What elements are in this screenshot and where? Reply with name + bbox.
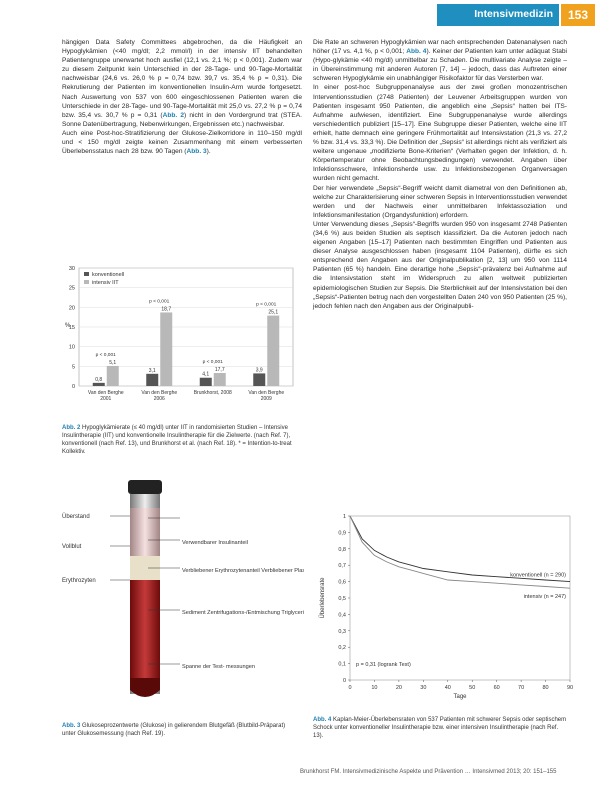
figure-4-caption-text: Kaplan-Meier-Überlebensraten von 537 Patienten mit schwerer Sepsis oder septischem Schock unter konventioneller Insulintherapie bzw. einer intensiven Insulintherapie (nach Ref. 13). xyxy=(313,717,567,739)
x-tick-label: 50 xyxy=(469,685,476,691)
y-axis-label: Überlebensrate xyxy=(320,577,326,619)
tube-label-right-4: Spanne der Test- messungen xyxy=(182,664,255,670)
legend-swatch-intensiv xyxy=(84,280,89,284)
left-text-2: ) nicht in den Vordergrund trat (STEA. Sonne Datenübertragung, Nebenwirkungen, Ergebnissen etc.) nachweisbar. xyxy=(62,111,302,128)
x-tick-label-line2: 2006 xyxy=(153,396,165,402)
figure-2-caption-text: Hypoglykämierate (≤ 40 mg/dl) unter IIT in randomisierten Studien – Intensive Insulintherapie (IIT) und konventionelle Insulintherapie für die Zielwerte. (nach Ref. 7), konventionell (nach Ref. 13), und Brunkhorst et al. (nach Ref. 18). * = Intention-to-treat Kollektiv. xyxy=(62,425,292,455)
ref-abb4[interactable]: Abb. 4 xyxy=(406,48,427,56)
tube-label-right-3: Sediment Zentrifugations-/Entmischung Triglycer xyxy=(182,610,303,616)
tube-label-right-2: Verbliebener Erythrozytenanteil Verbliebener Pla xyxy=(182,568,303,574)
figure-3-caption-label: Abb. 3 xyxy=(62,723,81,729)
bar-intensiv xyxy=(107,366,119,386)
bar-label-konventionell: 3,1 xyxy=(148,367,156,374)
figure-2-svg xyxy=(61,260,301,422)
x-tick-label: Van den Berghe xyxy=(141,390,178,396)
right-text-column xyxy=(313,38,567,311)
figure-4-svg xyxy=(310,508,580,716)
bar-intensiv xyxy=(214,373,226,386)
tube-label-right-1: Verwendbarer Insulinanteil xyxy=(182,540,248,546)
y-tick-label: 0,3 xyxy=(338,628,346,635)
bar-intensiv xyxy=(160,312,172,386)
p-value-label: p < 0,001 xyxy=(256,302,277,308)
x-tick-label: 40 xyxy=(444,685,451,691)
figure-3-blood-tube-diagram xyxy=(60,478,304,712)
section-header xyxy=(437,4,559,26)
p-value-label: p < 0,001 xyxy=(95,352,116,358)
x-tick-label: Van den Berghe xyxy=(87,390,124,396)
x-tick-label: 60 xyxy=(493,685,500,691)
bar-label-intensiv: 25,1 xyxy=(268,309,279,316)
left-text-column xyxy=(62,38,302,156)
y-tick-label: 1 xyxy=(342,514,346,520)
y-tick-label: 0 xyxy=(71,384,75,390)
x-tick-label: 0 xyxy=(348,685,352,691)
x-tick-label: 20 xyxy=(395,685,402,691)
bar-konventionell xyxy=(253,373,265,386)
series-label: konventionell (n = 290) xyxy=(510,572,566,579)
y-tick-label: 10 xyxy=(68,344,75,351)
y-tick-label: 0,7 xyxy=(338,563,346,570)
right-paragraph-3: Der hier verwendete „Sepsis“-Begriff weicht damit diametral von den Definitionen ab, welche zur Charakterisierung einer schweren Sepsis in Interventionsstudien verwendet werden und der Nachweis einer unmittelbaren Infektassoziation und Infektionsmanifestation (Organdysfunktion) erfordern. xyxy=(313,184,567,219)
y-tick-label: 0,6 xyxy=(338,579,346,586)
bar-label-konventionell: 3,9 xyxy=(255,367,263,374)
figure-4-caption-label: Abb. 4 xyxy=(313,717,332,723)
legend-label-konventionell: konventionell xyxy=(92,272,125,278)
bar-label-intensiv: 5,1 xyxy=(109,359,117,366)
left-text-1: hängigen Data Safety Committees abgebrochen, da die Häufigkeit an Hypoglykämien (<40 mg/dl; 2,2 mmol/l) in der intensiv IIT behandelten Patientengruppe unerwartet hoch ausfiel (12,1 vs. 2,1 %; p < 0,001). Zudem war zu diesem Zeitpunkt kein Unterschied in der 28-Tage- und 90-Tage-Mortalität nachweisbar (24,6 vs. 26,0 % p = 0,74 bzw. 39,7 vs. 35,4 % p = 0,31). Die Rekrutierung der Patienten im konventionellen Insulin-Arm wurde fortgesetzt. Nach Auswertung von 537 von 600 eingeschlossenen Patienten waren die Unterschiede in der 28-Tage- und 90-Tage-Mortalität mit 25,0 vs. 27,2 % p = 0,74 bzw. 35,4 vs. 30,7 % p = 0,31 ( xyxy=(62,39,302,119)
series-label: intensiv (n = 247) xyxy=(523,594,566,601)
y-tick-label: 30 xyxy=(68,266,75,272)
y-tick-label: 0,2 xyxy=(338,645,346,652)
bar-label-intensiv: 17,7 xyxy=(214,367,225,374)
left-text-3: Auch eine Post-hoc-Stratifizierung der Glukose-Zielkorridore in 110–150 mg/dl und < 150 mg/dl zeigte keinen Zusammenhang mit einem verbesserten Überlebensstatus nach 28 bzw. 90 Tagen ( xyxy=(62,129,302,156)
left-text-4: ). xyxy=(206,148,211,156)
left-paragraph-2 xyxy=(62,129,302,156)
bar-konventionell xyxy=(93,383,105,386)
tube-label-left-1: Überstand xyxy=(62,514,90,520)
left-paragraph-1 xyxy=(62,38,302,129)
x-tick-label: 30 xyxy=(420,685,427,691)
ref-abb3[interactable]: Abb. 3 xyxy=(186,148,207,156)
y-tick-label: 0,8 xyxy=(338,546,346,553)
x-tick-label: 70 xyxy=(518,685,525,691)
x-tick-label: Van den Berghe xyxy=(248,390,285,396)
x-tick-label: 90 xyxy=(566,685,574,691)
right-text-2: ). Keiner der Patienten kam unter adäquat Stabi (Hypo-glykämie <40 mg/dl) unmittelbar zu Schaden. Die multivariate Analyse zeigte – in Übereinstimmung mit anderen Autoren [7, 14] – jedoch, dass das Auftreten einer schweren Hypoglykämie ein unabhängiger Risikofaktor für das Versterben war. xyxy=(313,48,567,83)
figure-3-caption xyxy=(62,722,300,738)
bar-konventionell xyxy=(146,374,158,386)
section-title: Intensivmedizin xyxy=(474,8,553,20)
bar-label-intensiv: 18,7 xyxy=(161,306,172,313)
legend-label-intensiv: intensiv IIT xyxy=(92,280,119,286)
page-number: 153 xyxy=(561,4,595,26)
p-value-label: p < 0,001 xyxy=(202,360,223,366)
x-tick-label: 80 xyxy=(542,685,549,691)
legend-swatch-konventionell xyxy=(84,272,89,276)
p-value-annotation: p = 0,31 (logrank Test) xyxy=(356,662,411,668)
y-tick-label: 0,1 xyxy=(338,661,346,668)
y-tick-label: 0,9 xyxy=(338,530,346,537)
bar-intensiv xyxy=(267,316,279,386)
right-paragraph-4: Unter Verwendung dieses „Sepsis“-Begriffs wurden 950 von insgesamt 2748 Patienten (34,6 %) aus beiden Studien als septisch klassifiziert. Da die Autoren jedoch nach eigenen Angaben [15–17] Patienten nach bestimmten Eingriffen und Patienten aus dieser Analyse ausgeschlossen haben (insgesamt 1104 Patienten), dürfte es sich entsprechend den Angaben aus der Originalpublikation [2, 13] um 950 von 1114 Patienten (65 %) handeln. Eine derartige hohe „Sepsis“-prävalenz bei Aufnahme auf die Intensivstation steht im Widerspruch zu allen weltweit publizierten epidemiologischen Studien zur Sepsis. Die Sterblichkeit auf der Intensivstation bei den „Sepsis“-Patienten betrug nach den vorgestellten Daten 240 von 950 Patienten (25 %), jedoch fehlen nach den Angaben aus der Originalpubli- xyxy=(313,220,567,310)
x-tick-label: Brunkhorst, 2008 xyxy=(193,390,232,396)
bar-label-konventionell: 0,8 xyxy=(95,376,103,383)
x-axis-label: Tage xyxy=(453,694,467,700)
figure-2-hypoglycemia-bar-chart xyxy=(61,260,301,422)
ref-abb2[interactable]: Abb. 2 xyxy=(162,111,185,119)
p-value-label: p < 0,001 xyxy=(149,299,170,305)
right-text-1: Die Rate an schweren Hypoglykämien war nach entsprechenden Datenanalysen nach höher (17 vs. 4,1 %, p < 0,001; xyxy=(313,39,567,56)
tube-label-left-3: Erythrozyten xyxy=(62,578,96,584)
x-tick-label-line2: 2009 xyxy=(260,396,272,402)
figure-3-caption-text: Glukoseprozentwerte (Glukose) in gelierendem Blutgefäß (Blutbild-Präparat) unter Glukosemessung (nach Ref. 19). xyxy=(62,723,286,737)
bar-label-konventionell: 4,1 xyxy=(202,371,210,378)
y-tick-label: 5 xyxy=(71,364,75,371)
figure-2-caption-label: Abb. 2 xyxy=(62,425,81,431)
y-tick-label: 0 xyxy=(342,678,346,684)
y-axis-label: % xyxy=(65,323,71,329)
y-tick-label: 0,4 xyxy=(338,612,346,619)
right-paragraph-2: In einer post-hoc Subgruppenanalyse aus der zwei großen monozentrischen Interventionsstudien (2748 Patienten) der Leuvener Arbeitsgruppen wurden von Patienten insgesamt 950 Patienten, die angeblich eine „Sepsis“ hatten bei ITS-Aufnahme aufwiesen, identifiziert. Eine Subgruppenanalyse wurde allerdings verschiedentlich publiziert [15–17]. Eine Subgruppe dieser Patienten, welche eine IIT erhielt, hatte demnach eine geringere Frühmortalität auf Intensivstation (21,3 vs. 27,2 % bzw. 31,4 vs. 33,3 %). Die Definition der „Sepsis“ ist allerdings nicht als verifiziert als weitere ungenaue „modifizierte Bone-Kriterien“ (Verhalten gegen der Infektion, d. h. Körpertemperatur ohne Beobachtungsbedingungen) verwendet. Angaben über Infektionsschwere, Infektionsherde usw. zu Infektionsbezogenen Organversagen wurden nicht gemacht. xyxy=(313,84,567,183)
bar-konventionell xyxy=(200,378,212,386)
right-paragraph-1 xyxy=(313,38,567,83)
y-tick-label: 25 xyxy=(68,285,75,292)
y-tick-label: 20 xyxy=(68,305,75,312)
page-footer: Brunkhorst FM. Intensivmedizinische Aspekte und Prävention … Intensivmed 2013; 20: 151–155 xyxy=(300,769,557,775)
x-tick-label-line2: 2001 xyxy=(100,396,112,402)
figure-3-svg xyxy=(60,478,304,712)
figure-4-survival-chart xyxy=(310,508,580,716)
tube xyxy=(110,480,180,697)
x-tick-label: 10 xyxy=(371,685,378,691)
figure-4-caption xyxy=(313,716,567,740)
figure-2-caption xyxy=(62,424,300,456)
y-tick-label: 0,5 xyxy=(338,596,346,602)
tube-label-left-2: Vollblut xyxy=(62,544,82,550)
y-tick-label: 15 xyxy=(68,325,75,331)
